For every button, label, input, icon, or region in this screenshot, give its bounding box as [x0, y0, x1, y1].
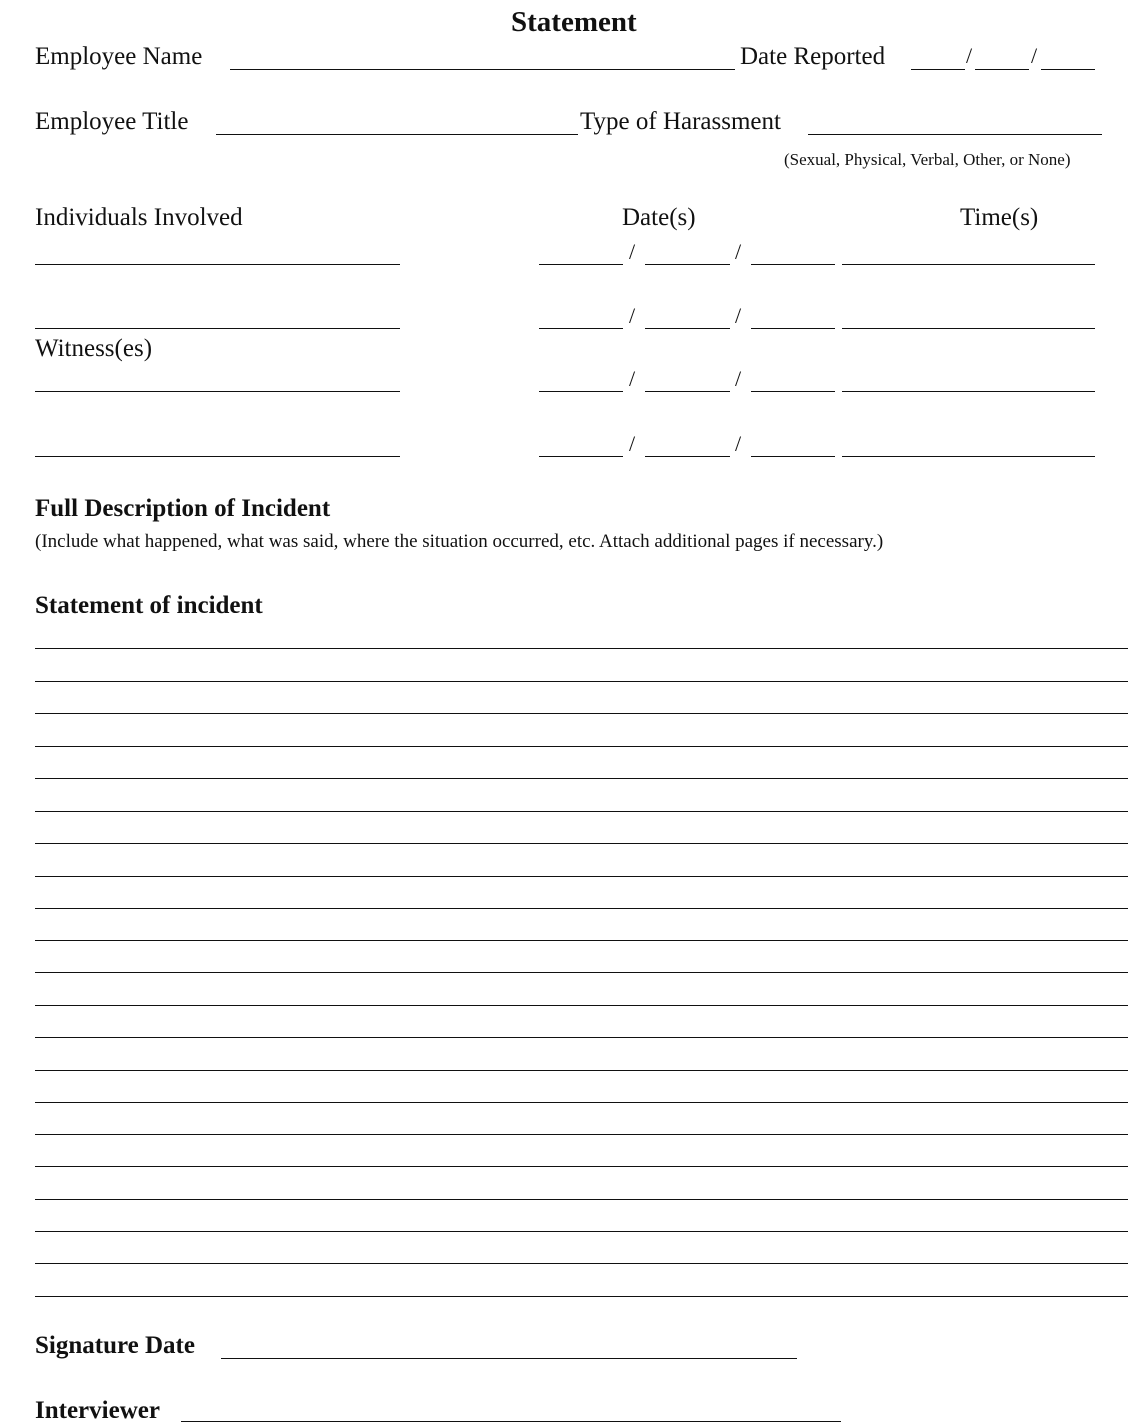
- incident-date-year-field[interactable]: [751, 456, 835, 457]
- page-title: Statement: [511, 6, 637, 38]
- incident-time-field[interactable]: [842, 391, 1095, 392]
- statement-line[interactable]: [35, 876, 1128, 877]
- date-separator: /: [629, 303, 636, 328]
- date-separator: /: [629, 366, 636, 391]
- incident-time-field[interactable]: [842, 264, 1095, 265]
- witness-name-field[interactable]: [35, 456, 400, 457]
- signature-date-label: Signature Date: [35, 1332, 195, 1359]
- incident-date-day-field[interactable]: [645, 328, 730, 329]
- incident-date-month-field[interactable]: [539, 264, 623, 265]
- date-separator: /: [629, 239, 636, 264]
- statement-line[interactable]: [35, 1166, 1128, 1167]
- employee-name-label: Employee Name: [35, 43, 203, 70]
- statement-line[interactable]: [35, 1134, 1128, 1135]
- employee-title-label: Employee Title: [35, 108, 189, 135]
- statement-line[interactable]: [35, 972, 1128, 973]
- incident-date-year-field[interactable]: [751, 328, 835, 329]
- date-reported-day-field[interactable]: [975, 69, 1029, 70]
- individuals-involved-label: Individuals Involved: [35, 204, 243, 231]
- statement-line[interactable]: [35, 1296, 1128, 1297]
- individual-name-field[interactable]: [35, 328, 400, 329]
- statement-line[interactable]: [35, 648, 1128, 649]
- statement-line[interactable]: [35, 1231, 1128, 1232]
- incident-time-field[interactable]: [842, 328, 1095, 329]
- statement-line[interactable]: [35, 1102, 1128, 1103]
- date-separator: /: [735, 303, 742, 328]
- harassment-type-hint: (Sexual, Physical, Verbal, Other, or None): [784, 150, 1071, 169]
- statement-line[interactable]: [35, 908, 1128, 909]
- description-heading: Full Description of Incident: [35, 495, 331, 522]
- date-reported-month-field[interactable]: [911, 69, 965, 70]
- statement-line[interactable]: [35, 1037, 1128, 1038]
- incident-date-month-field[interactable]: [539, 391, 623, 392]
- witness-name-field[interactable]: [35, 391, 400, 392]
- statement-line[interactable]: [35, 681, 1128, 682]
- signature-date-field[interactable]: [221, 1358, 797, 1359]
- harassment-type-label: Type of Harassment: [580, 108, 781, 135]
- statement-line[interactable]: [35, 746, 1128, 747]
- incident-date-month-field[interactable]: [539, 456, 623, 457]
- statement-line[interactable]: [35, 1070, 1128, 1071]
- times-column-label: Time(s): [960, 204, 1039, 231]
- interviewer-field[interactable]: [181, 1421, 841, 1422]
- date-reported-label: Date Reported: [740, 43, 886, 70]
- incident-date-month-field[interactable]: [539, 328, 623, 329]
- statement-line[interactable]: [35, 940, 1128, 941]
- incident-date-year-field[interactable]: [751, 264, 835, 265]
- statement-line[interactable]: [35, 1199, 1128, 1200]
- date-separator: /: [629, 431, 636, 456]
- employee-name-field[interactable]: [230, 69, 735, 70]
- date-separator: /: [1031, 43, 1038, 68]
- date-separator: /: [735, 366, 742, 391]
- date-reported-year-field[interactable]: [1041, 69, 1095, 70]
- harassment-type-field[interactable]: [808, 134, 1102, 135]
- statement-line[interactable]: [35, 843, 1128, 844]
- dates-column-label: Date(s): [622, 204, 696, 231]
- statement-heading: Statement of incident: [35, 592, 263, 619]
- date-separator: /: [735, 431, 742, 456]
- description-hint: (Include what happened, what was said, where the situation occurred, etc. Attach additional pages if necessary.): [35, 531, 884, 552]
- incident-date-day-field[interactable]: [645, 264, 730, 265]
- date-separator: /: [735, 239, 742, 264]
- incident-date-day-field[interactable]: [645, 391, 730, 392]
- interviewer-label: Interviewer: [35, 1397, 160, 1424]
- statement-line[interactable]: [35, 1005, 1128, 1006]
- date-separator: /: [966, 43, 973, 68]
- statement-line[interactable]: [35, 713, 1128, 714]
- employee-title-field[interactable]: [216, 134, 578, 135]
- witnesses-label: Witness(es): [35, 335, 153, 362]
- incident-date-day-field[interactable]: [645, 456, 730, 457]
- incident-time-field[interactable]: [842, 456, 1095, 457]
- incident-date-year-field[interactable]: [751, 391, 835, 392]
- statement-line[interactable]: [35, 811, 1128, 812]
- statement-line[interactable]: [35, 1263, 1128, 1264]
- individual-name-field[interactable]: [35, 264, 400, 265]
- statement-line[interactable]: [35, 778, 1128, 779]
